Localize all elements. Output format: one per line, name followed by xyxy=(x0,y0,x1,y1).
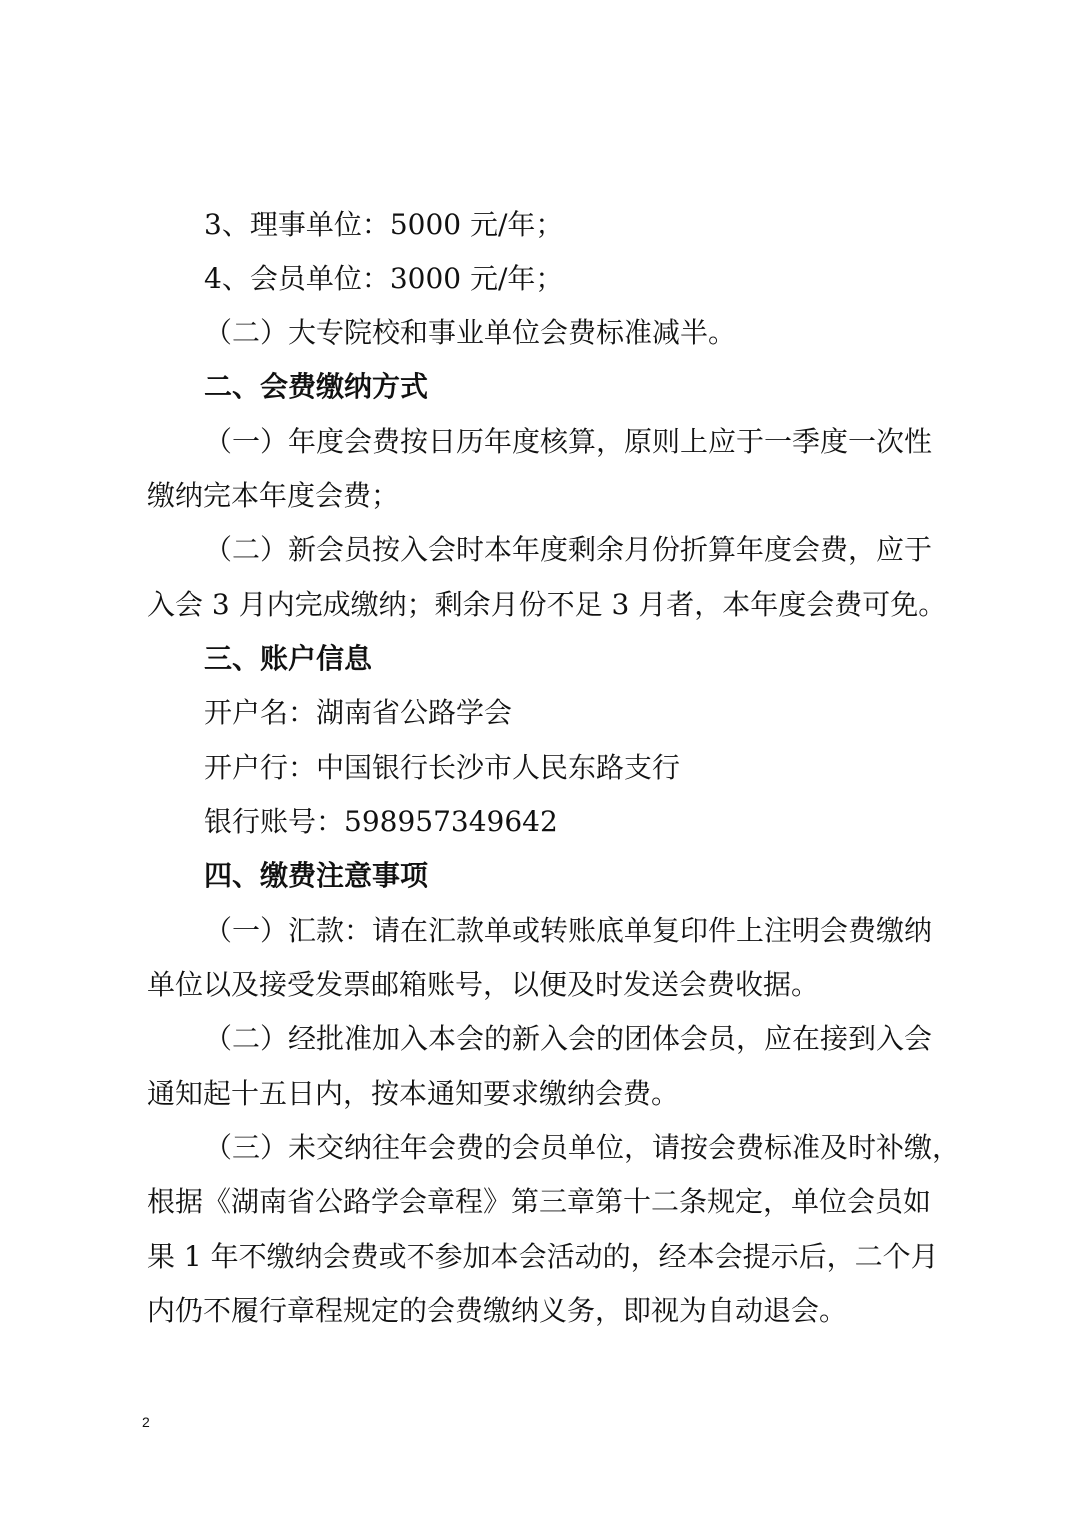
paragraph-line: 入会 3 月内完成缴纳；剩余月份不足 3 月者，本年度会费可免。 xyxy=(147,588,947,621)
section-heading-account-info: 三、账户信息 xyxy=(204,642,373,675)
account-bank: 开户行：中国银行长沙市人民东路支行 xyxy=(204,751,681,784)
paragraph-line: 单位以及接受发票邮箱账号，以便及时发送会费收据。 xyxy=(147,968,820,1001)
paragraph-line: 根据《湖南省公路学会章程》第三章第十二条规定，单位会员如 xyxy=(147,1185,932,1218)
paragraph-line: 内仍不履行章程规定的会费缴纳义务，即视为自动退会。 xyxy=(147,1294,848,1327)
fee-item-member-unit: 4、会员单位：3000 元/年； xyxy=(204,262,564,295)
page-number: 2 xyxy=(142,1414,150,1430)
paragraph-line: 缴纳完本年度会费； xyxy=(147,479,400,512)
account-number: 银行账号：598957349642 xyxy=(204,805,558,838)
paragraph-line: （二）新会员按入会时本年度剩余月份折算年度会费，应于 xyxy=(204,533,933,566)
paragraph-line: （三）未交纳往年会费的会员单位，请按会费标准及时补缴， xyxy=(204,1131,961,1164)
paragraph-line: （二）经批准加入本会的新入会的团体会员，应在接到入会 xyxy=(204,1022,933,1055)
fee-item-half-rate: （二）大专院校和事业单位会费标准减半。 xyxy=(204,316,737,349)
fee-item-council-unit: 3、理事单位：5000 元/年； xyxy=(204,208,564,241)
section-heading-payment-notes: 四、缴费注意事项 xyxy=(204,859,429,892)
paragraph-line: 通知起十五日内，按本通知要求缴纳会费。 xyxy=(147,1077,680,1110)
account-name: 开户名：湖南省公路学会 xyxy=(204,696,513,729)
paragraph-line: （一）汇款：请在汇款单或转账底单复印件上注明会费缴纳 xyxy=(204,914,933,947)
paragraph-line: 果 1 年不缴纳会费或不参加本会活动的，经本会提示后，二个月 xyxy=(147,1240,939,1273)
paragraph-line: （一）年度会费按日历年度核算，原则上应于一季度一次性 xyxy=(204,425,933,458)
section-heading-payment-method: 二、会费缴纳方式 xyxy=(204,370,429,403)
